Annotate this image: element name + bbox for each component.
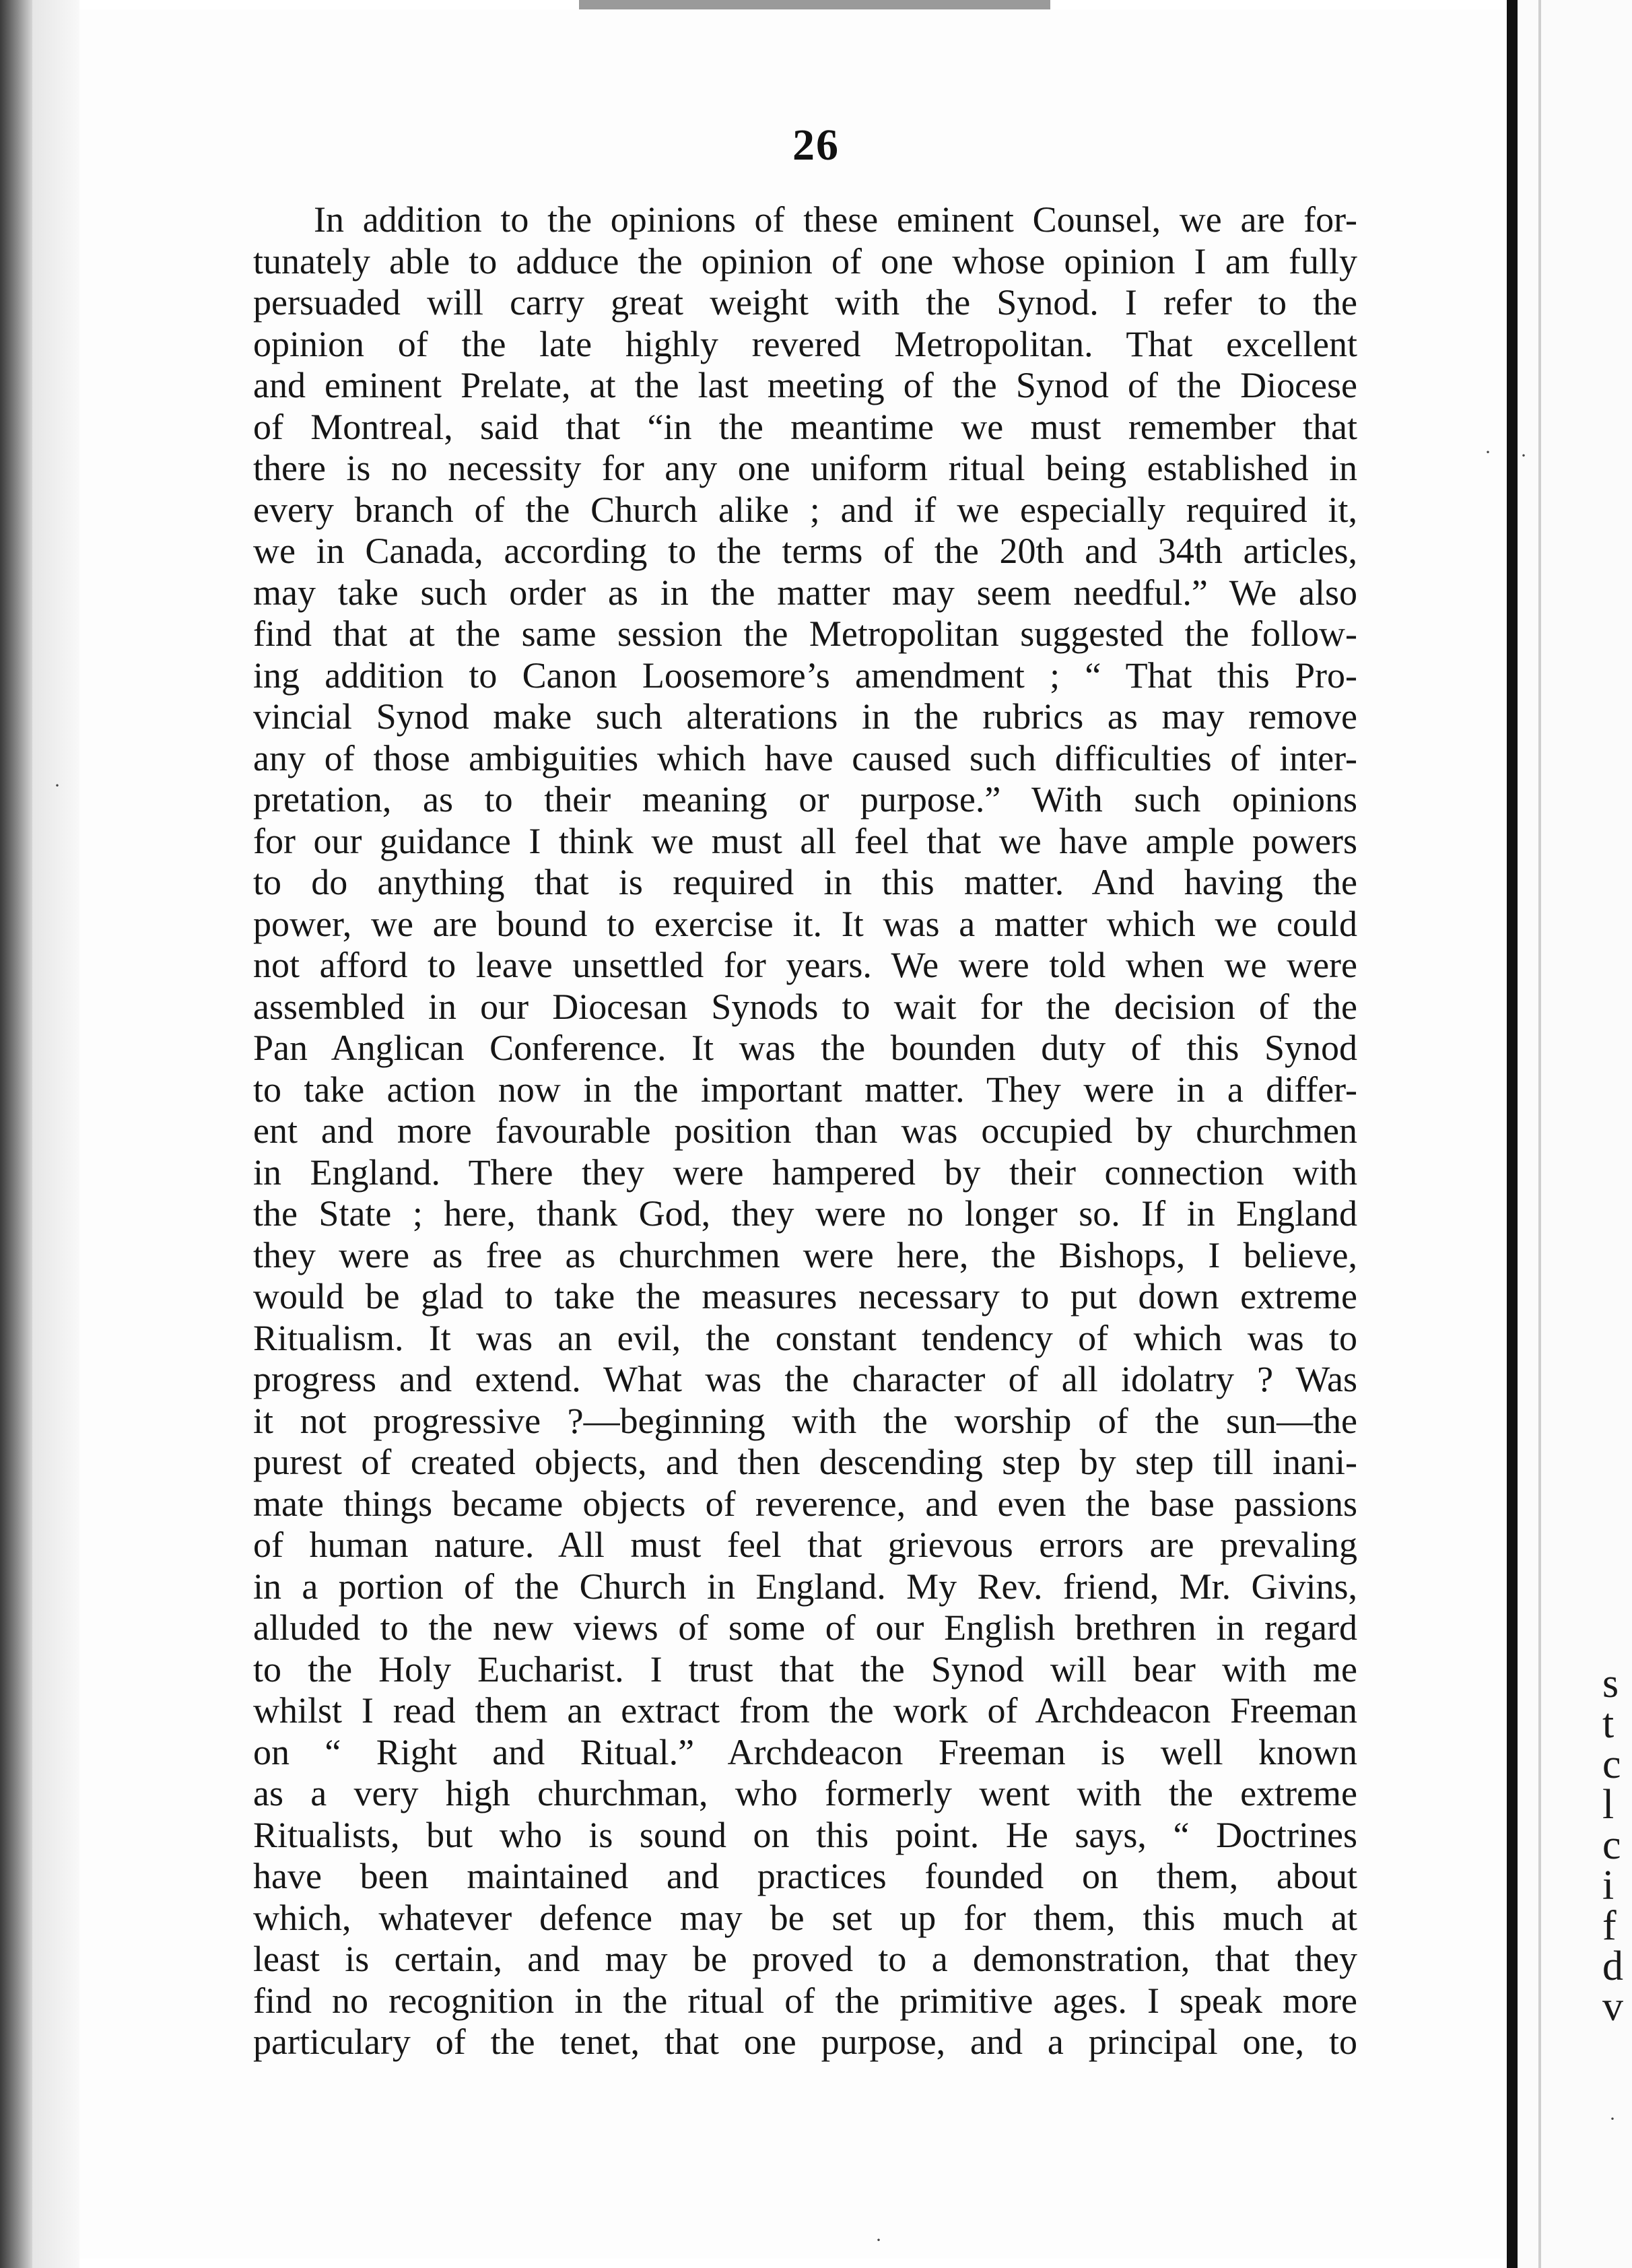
facing-letter: i <box>1602 1863 1614 1908</box>
text-line: whilst I read them an extract from the work of Archdeacon Freeman <box>253 1690 1357 1731</box>
text-line: the State ; here, thank God, they were no longer so. If in England <box>253 1193 1357 1234</box>
text-line: not afford to leave unsettled for years. We were told when we were <box>253 945 1357 985</box>
text-line: progress and extend. What was the character of all idolatry ? Was <box>253 1359 1357 1399</box>
text-line: and eminent Prelate, at the last meeting of the Synod of the Diocese <box>253 365 1357 405</box>
text-line: assembled in our Diocesan Synods to wait for the decision of the <box>253 986 1357 1027</box>
text-line: least is certain, and may be proved to a demonstration, that they <box>253 1939 1357 1979</box>
scan-speck: · <box>1485 441 1491 463</box>
text-line: would be glad to take the measures necessary to put down extreme <box>253 1276 1357 1316</box>
page-top-edge <box>579 0 1050 9</box>
text-line: ent and more favourable position than was occupied by churchmen <box>253 1110 1357 1151</box>
text-line: of human nature. All must feel that grievous errors are prevaling <box>253 1525 1357 1565</box>
scan-speck: · <box>875 2229 882 2251</box>
text-line: Ritualists, but who is sound on this point. He says, “ Doctrines <box>253 1814 1357 1855</box>
facing-page-rule <box>1538 0 1541 2268</box>
scan-speck: · <box>1520 444 1527 467</box>
text-line: to the Holy Eucharist. I trust that the Synod will bear with me <box>253 1648 1357 1690</box>
facing-letter: c <box>1602 1822 1621 1868</box>
facing-letter: f <box>1602 1903 1617 1949</box>
scan-speck: · <box>1609 2108 1616 2130</box>
text-line: in England. There they were hampered by their connection with <box>253 1152 1357 1193</box>
facing-page-text-fragments <box>1602 1661 1632 2030</box>
page-number: 26 <box>792 121 840 170</box>
text-line: to take action now in the important matter. They were in a differ- <box>253 1069 1357 1110</box>
text-line: which, whatever defence may be set up for them, this much at <box>253 1897 1357 1938</box>
text-line: alluded to the new views of some of our English brethren in regard <box>253 1607 1357 1648</box>
text-line: Pan Anglican Conference. It was the bounden duty of this Synod <box>253 1028 1357 1068</box>
text-line: they were as free as churchmen were here, the Bishops, I believe, <box>253 1234 1357 1275</box>
text-line: power, we are bound to exercise it. It was a matter which we could <box>253 903 1357 944</box>
page-spine-shadow <box>1507 0 1518 2268</box>
text-line: vincial Synod make such alterations in the rubrics as may remove <box>253 696 1357 737</box>
facing-letter: l <box>1602 1782 1614 1828</box>
text-line: persuaded will carry great weight with the Synod. I refer to the <box>253 282 1357 323</box>
page-gutter <box>32 0 79 2268</box>
text-line: pretation, as to their meaning or purpose.” With such opinions <box>253 779 1357 820</box>
text-line: purest of created objects, and then descending step by step till inani- <box>253 1442 1357 1482</box>
text-line: on “ Right and Ritual.” Archdeacon Freeman is well known <box>253 1731 1357 1772</box>
text-line: tunately able to adduce the opinion of one whose opinion I am fully <box>253 240 1357 281</box>
text-line: find no recognition in the ritual of the primitive ages. I speak more <box>253 1980 1357 2021</box>
facing-letter: s <box>1602 1661 1619 1706</box>
facing-letter: v <box>1602 1984 1623 2030</box>
facing-letter: d <box>1602 1943 1623 1989</box>
body-text <box>253 199 1357 2063</box>
text-line: every branch of the Church alike ; and if we especially required it, <box>253 489 1357 530</box>
text-line: we in Canada, according to the terms of the 20th and 34th articles, <box>253 531 1357 571</box>
text-line: it not progressive ?—beginning with the worship of the sun—the <box>253 1400 1357 1441</box>
text-line: for our guidance I think we must all feel that we have ample powers <box>253 820 1357 861</box>
text-line: opinion of the late highly revered Metropolitan. That excellent <box>253 323 1357 364</box>
text-line: In addition to the opinions of these eminent Counsel, we are for- <box>314 199 1357 240</box>
text-line: may take such order as in the matter may seem needful.” We also <box>253 572 1357 613</box>
text-line: have been maintained and practices founded on them, about <box>253 1856 1357 1896</box>
text-line: as a very high churchman, who formerly went with the extreme <box>253 1773 1357 1813</box>
text-line: of Montreal, said that “in the meantime we must remember that <box>253 406 1357 447</box>
text-line: mate things became objects of reverence, and even the base passions <box>253 1483 1357 1524</box>
text-line: in a portion of the Church in England. My Rev. friend, Mr. Givins, <box>253 1566 1357 1607</box>
scan-left-shadow <box>0 0 32 2268</box>
facing-letter: t <box>1602 1701 1614 1747</box>
facing-letter: c <box>1602 1741 1621 1787</box>
text-line: ing addition to Canon Loosemore’s amendment ; “ That this Pro- <box>253 655 1357 696</box>
text-line: find that at the same session the Metropolitan suggested the follow- <box>253 613 1357 654</box>
text-line: particulary of the tenet, that one purpose, and a principal one, to <box>253 2022 1357 2062</box>
scan-speck: · <box>54 774 61 797</box>
text-line: Ritualism. It was an evil, the constant tendency of which was to <box>253 1317 1357 1358</box>
text-line: any of those ambiguities which have caused such difficulties of inter- <box>253 737 1357 778</box>
text-line: there is no necessity for any one uniform ritual being established in <box>253 448 1357 488</box>
text-line: to do anything that is required in this matter. And having the <box>253 862 1357 902</box>
